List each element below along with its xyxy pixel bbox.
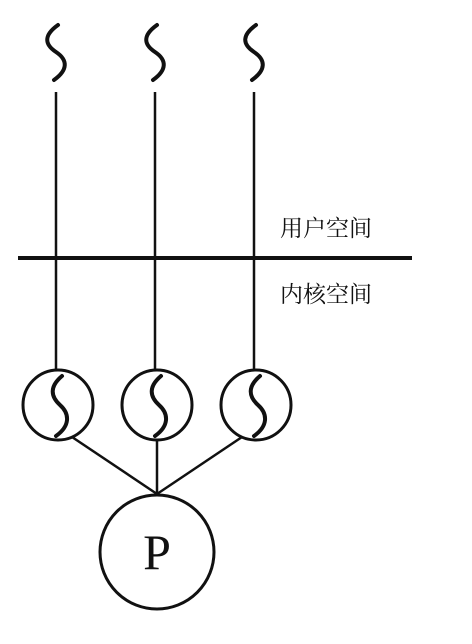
kernel-thread-1-icon [53,376,67,436]
kernel-thread-1 [23,370,93,440]
user-space-label: 用户空间 [280,216,372,242]
kernel-thread-3-icon [251,376,265,436]
user-thread-3-icon [245,25,263,80]
user-thread-1-icon [47,25,65,80]
kernel-thread-2 [122,370,192,440]
kernel-thread-3 [221,370,291,440]
kernel-thread-2-icon [152,376,166,436]
kernel-space-label: 内核空间 [280,282,372,308]
user-thread-2-icon [146,25,164,80]
processor-label: P [143,524,171,580]
processor-link-1 [72,437,157,494]
processor-link-3 [157,437,242,494]
